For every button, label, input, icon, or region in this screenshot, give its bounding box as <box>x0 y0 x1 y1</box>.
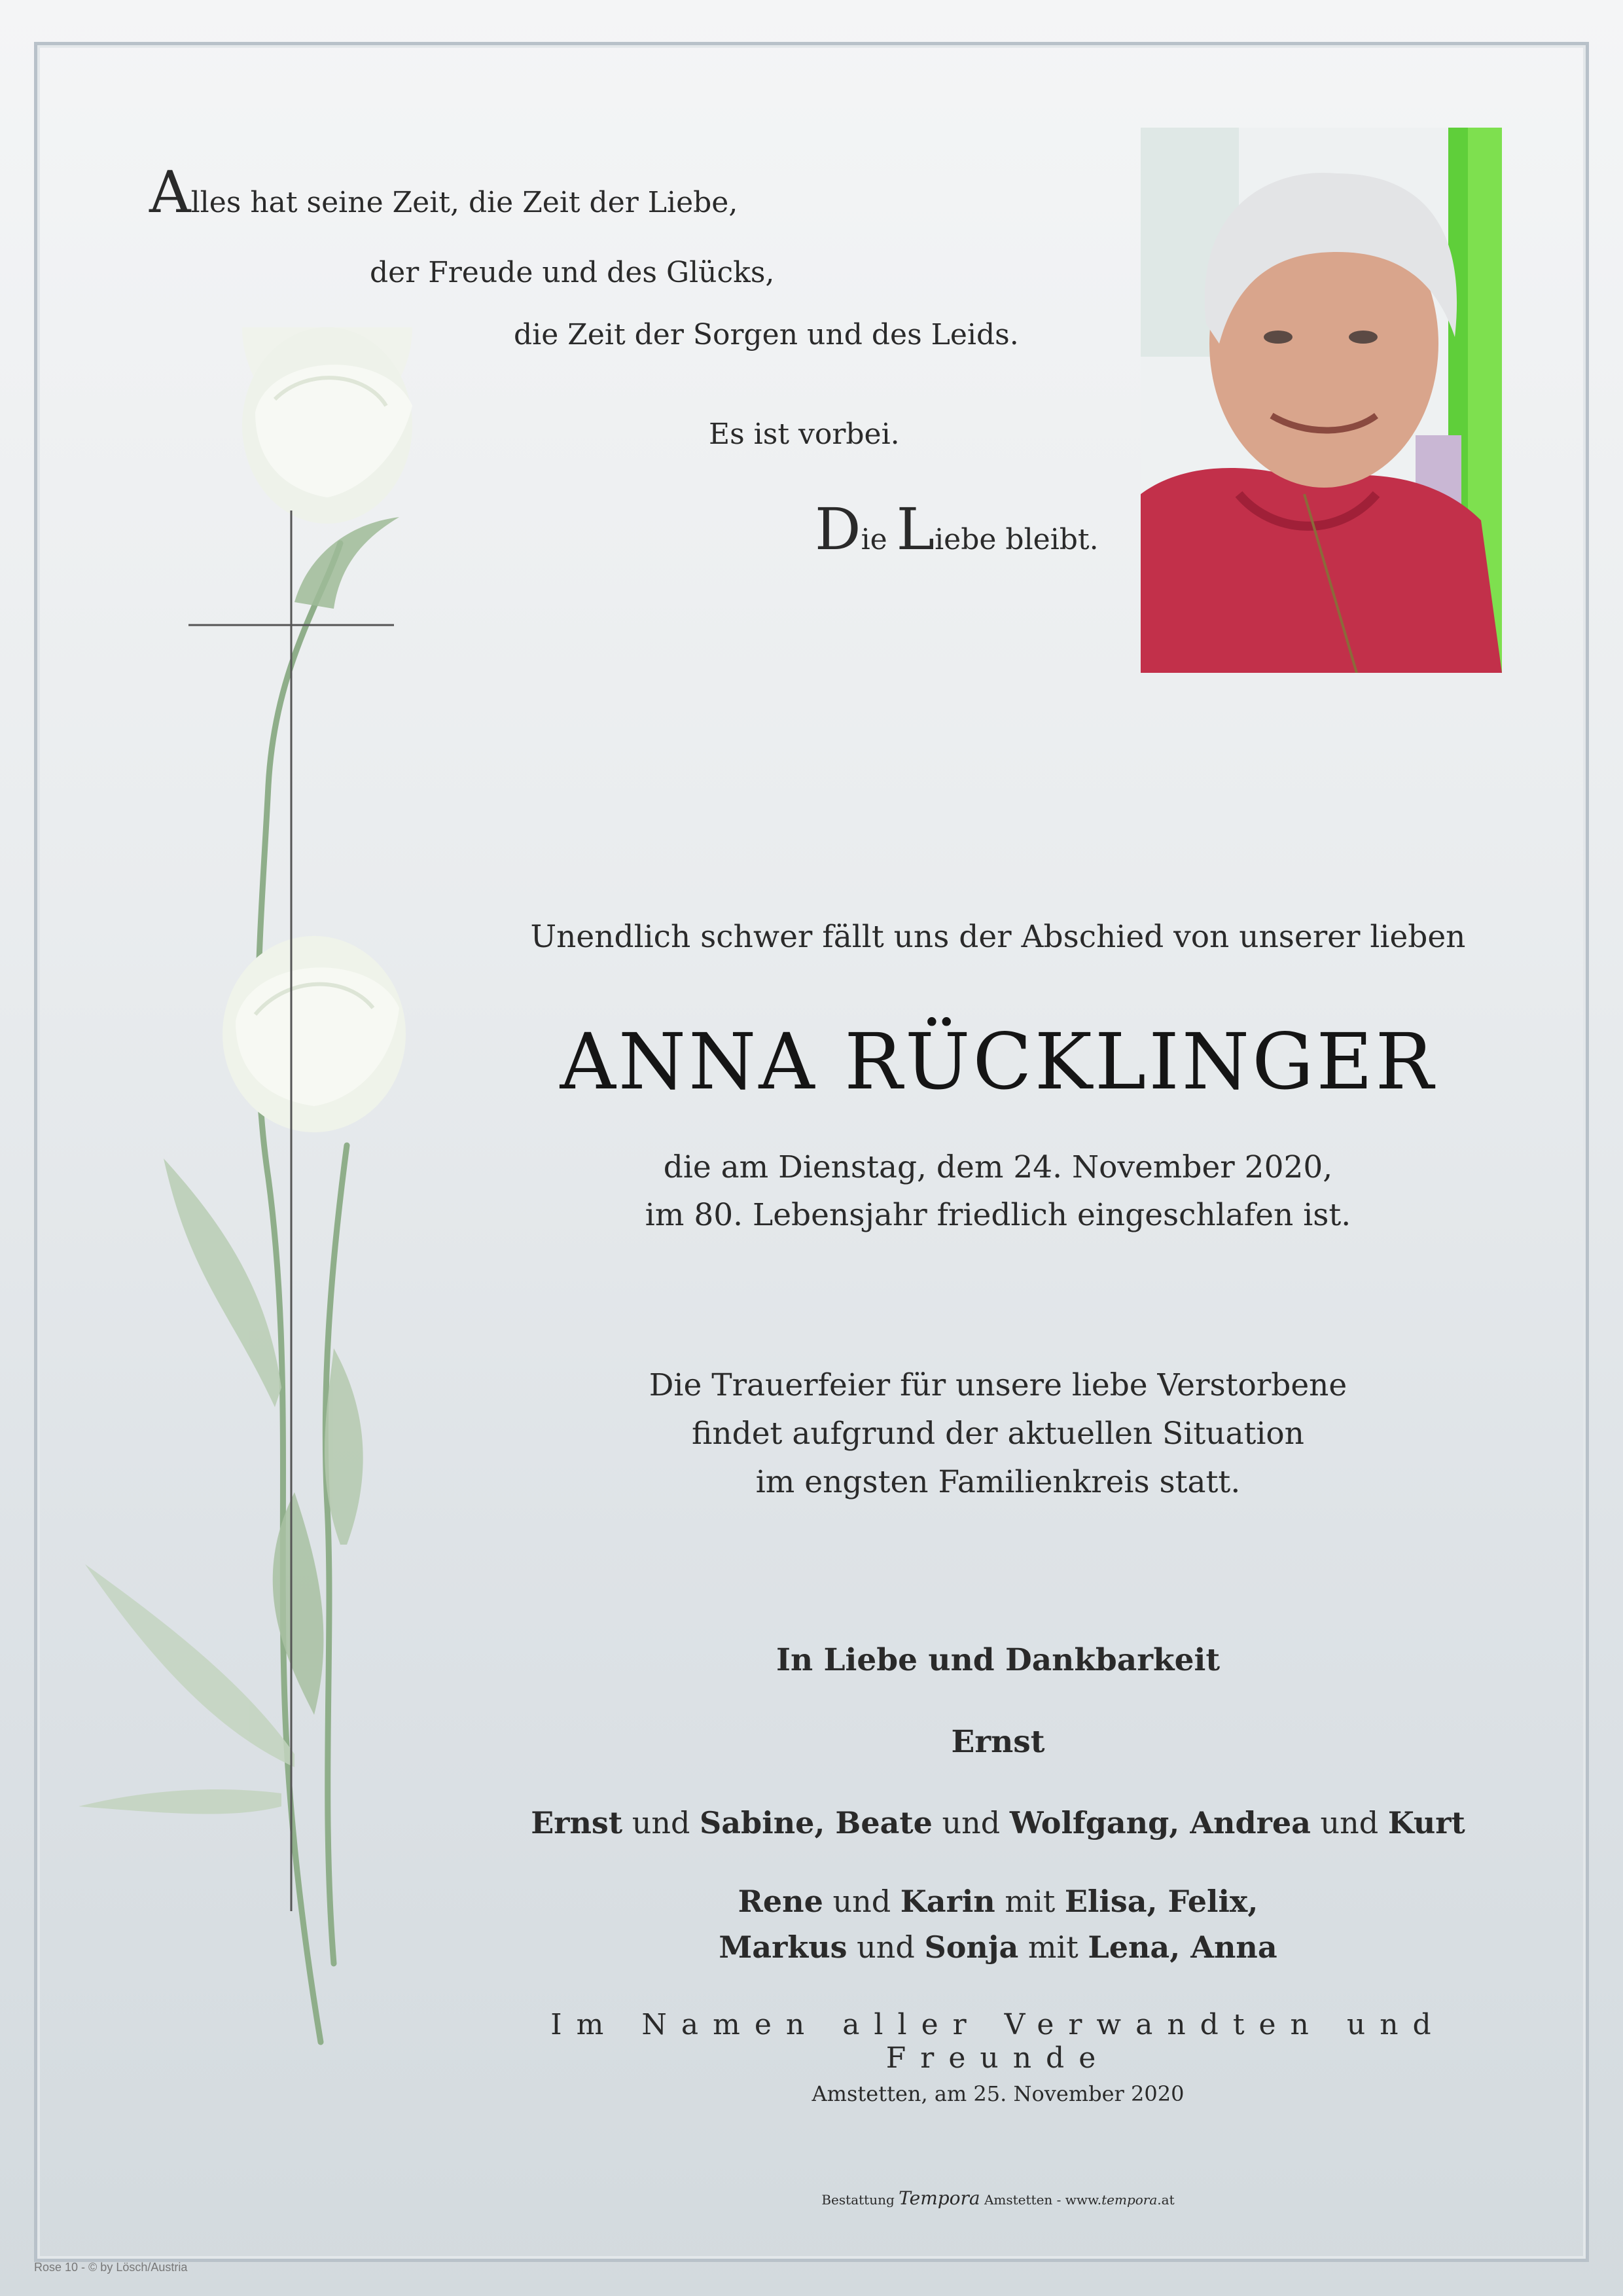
mourners-row-3 <box>510 1924 1486 1970</box>
place-date: Amstetten, am 25. November 2020 <box>812 2081 1185 2106</box>
mourners-spouse: Ernst <box>951 1724 1045 1760</box>
verse-line-1: Alles hat seine Zeit, die Zeit der Liebe, <box>149 158 738 226</box>
connector-text: und <box>823 1884 901 1919</box>
connector-text: und <box>1310 1805 1388 1840</box>
ceremony-line-2: findet aufgrund der aktuellen Situation <box>692 1416 1304 1452</box>
verse-line-5: Die Liebe bleibt. <box>815 495 1099 563</box>
connector-text: und <box>932 1805 1010 1840</box>
mourner-name: Sabine, Beate <box>700 1805 933 1840</box>
mourners-row-2 <box>510 1878 1486 1924</box>
mourner-name: Kurt <box>1387 1805 1465 1840</box>
ceremony-line-3: im engsten Familienkreis statt. <box>755 1464 1241 1500</box>
relatives-line: Im Namen aller Verwandten und Freunde <box>550 2008 1446 2075</box>
mourner-name: Ernst <box>531 1805 623 1840</box>
mourners-row-1 <box>510 1800 1486 1846</box>
death-line-2: im 80. Lebensjahr friedlich eingeschlafen ist. <box>645 1197 1351 1233</box>
death-line-1: die am Dienstag, dem 24. November 2020, <box>663 1149 1333 1185</box>
mourner-name: Rene <box>738 1884 823 1919</box>
mourner-name: Lena, Anna <box>1088 1929 1277 1965</box>
connector-text: und <box>622 1805 700 1840</box>
deceased-name: ANNA RÜCKLINGER <box>560 1016 1436 1107</box>
mourner-name: Wolfgang, Andrea <box>1009 1805 1311 1840</box>
connector-text: und <box>847 1929 925 1965</box>
image-credit: Rose 10 - © by Lösch/Austria <box>34 2261 188 2274</box>
verse-line-4: Es ist vorbei. <box>709 418 900 451</box>
verse-line-3: die Zeit der Sorgen und des Leids. <box>514 318 1019 351</box>
mourner-name: Sonja <box>924 1929 1019 1965</box>
white-roses-illustration <box>59 327 517 2062</box>
connector-text: mit <box>995 1884 1065 1919</box>
verse-line-2: der Freude und des Glücks, <box>370 256 775 289</box>
mourners-heading: In Liebe und Dankbarkeit <box>776 1642 1221 1678</box>
intro-text: Unendlich schwer fällt uns der Abschied von unserer lieben <box>530 919 1466 955</box>
mourner-name: Markus <box>719 1929 847 1965</box>
connector-text: mit <box>1018 1929 1088 1965</box>
ceremony-line-1: Die Trauerfeier für unsere liebe Verstorbene <box>649 1367 1347 1403</box>
funeral-home-footer: Bestattung Tempora Amstetten - www.tempora.at <box>821 2187 1175 2209</box>
mourner-name: Elisa, Felix, <box>1064 1884 1258 1919</box>
portrait-photo <box>1141 128 1502 673</box>
mourner-name: Karin <box>900 1884 995 1919</box>
